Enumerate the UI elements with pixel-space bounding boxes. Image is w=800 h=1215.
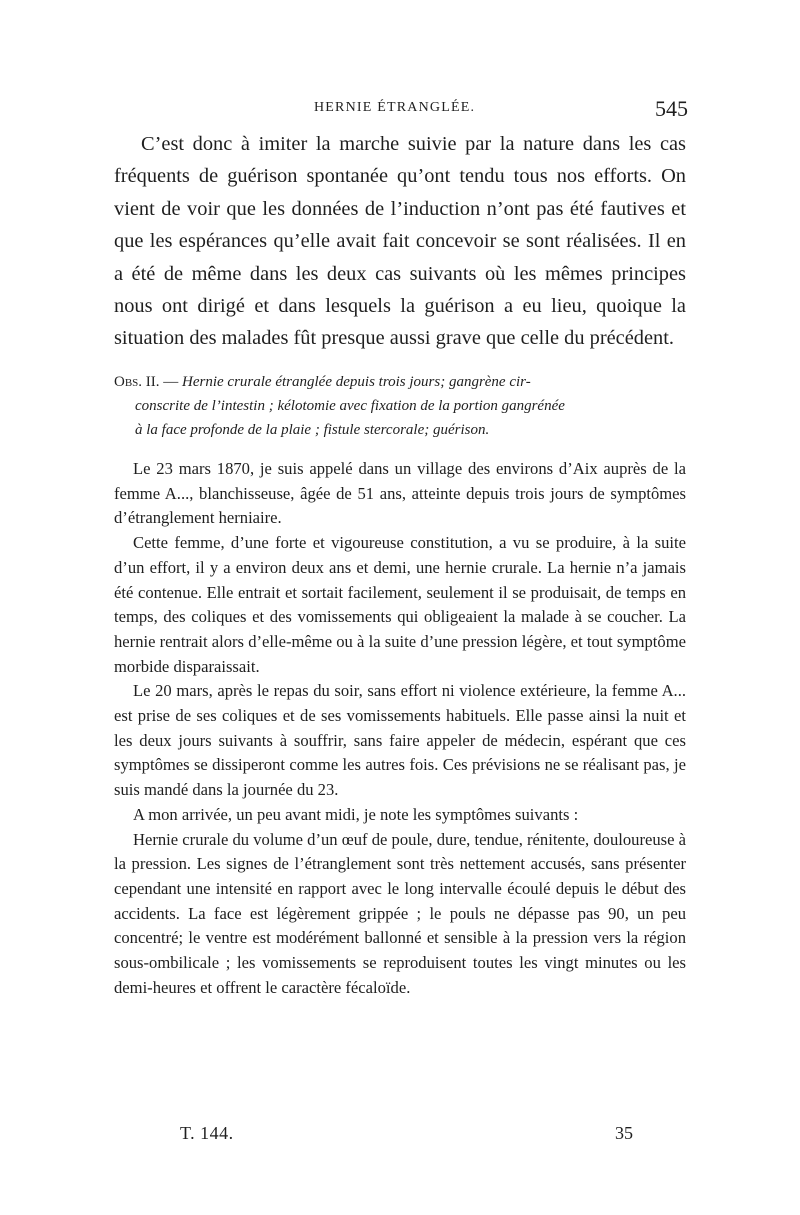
paragraph-onset: Le 20 mars, après le repas du soir, sans effort ni violence extérieure, la femme A... est prise de ses coliques et de ses vomissements habituels. Elle passe ainsi la nuit et les deux jours suivants à souffrir, sans faire appeler de médecin, espérant que ces symptômes se dissiperont comme les autres fois. Ces prévisions ne se réalisant pas, je suis mandé dans la journée du 23. <box>114 681 686 800</box>
observation-title-line-2: conscrite de l’intestin ; kélotomie avec fixation de la portion gangrénée <box>135 398 565 414</box>
observation-title-line-1: Hernie crurale étranglée depuis trois jours; gangrène cir- <box>182 374 531 390</box>
intro-paragraph: C’est donc à imiter la marche suivie par la nature dans les cas fréquents de guérison spontanée qu’ont tendu tous nos efforts. On vient de voir que les données de l’induction n’ont pas été fautives et que les espérances qu’elle avait fait concevoir se sont réalisées. Il en a été de même dans les deux cas suivants où les mêmes principes nous ont dirigé et dans lesquels la guérison a eu lieu, quoique la situation des malades fût presque aussi grave que celle du précédent. <box>114 133 686 350</box>
intro-section <box>114 128 686 355</box>
paragraph-history: Cette femme, d’une forte et vigoureuse constitution, a vu se produire, à la suite d’un effort, il y a environ deux ans et demi, une hernie crurale. La hernie n’a jamais été contenue. Elle entrait et sortait facilement, seulement il se produisait, de temps en temps, des coliques et des vomissements qui obligeaient la malade à se coucher. La hernie rentrait alors d’elle-même ou à la suite d’une pression légère, et tout symptôme morbide disparaissait. <box>114 533 686 676</box>
printer-signature: T. 144. <box>180 1123 234 1143</box>
page-header <box>114 96 688 124</box>
paragraph-examination: Hernie crurale du volume d’un œuf de poule, dure, tendue, rénitente, douloureuse à la pression. Les signes de l’étranglement sont très nettement accusés, sans présenter cependant une intensité en rapport avec le long intervalle écoulé depuis le début des accidents. La face est légèrement grippée ; le pouls ne dépasse pas 90, un peu concentré; le ventre est modérément ballonné et sensible à la pression vers la région sous-ombilicale ; les vomissements se reproduisent toutes les vingt minutes ou les demi-heures et offrent le caractère fécaloïde. <box>114 829 686 997</box>
running-title: HERNIE ÉTRANGLÉE. <box>314 100 476 115</box>
case-report <box>114 457 686 1000</box>
observation-heading <box>114 370 686 442</box>
observation-dash: — <box>159 374 183 390</box>
paragraph-arrival-call: Le 23 mars 1870, je suis appelé dans un village des environs d’Aix auprès de la femme A..., blanchisseuse, âgée de 51 ans, atteinte depuis trois jours de symptômes d’étranglement herniaire. <box>114 459 686 528</box>
observation-first-line <box>114 370 686 394</box>
paragraph-arrival-symptoms: A mon arrivée, un peu avant midi, je note les symptômes suivants : <box>133 804 579 824</box>
page-number: 545 <box>655 96 688 121</box>
observation-label: Obs. II. <box>114 374 160 390</box>
signature-folio: 35 <box>615 1123 633 1143</box>
observation-title-line-3: à la face profonde de la plaie ; fistule stercorale; guérison. <box>135 422 490 438</box>
